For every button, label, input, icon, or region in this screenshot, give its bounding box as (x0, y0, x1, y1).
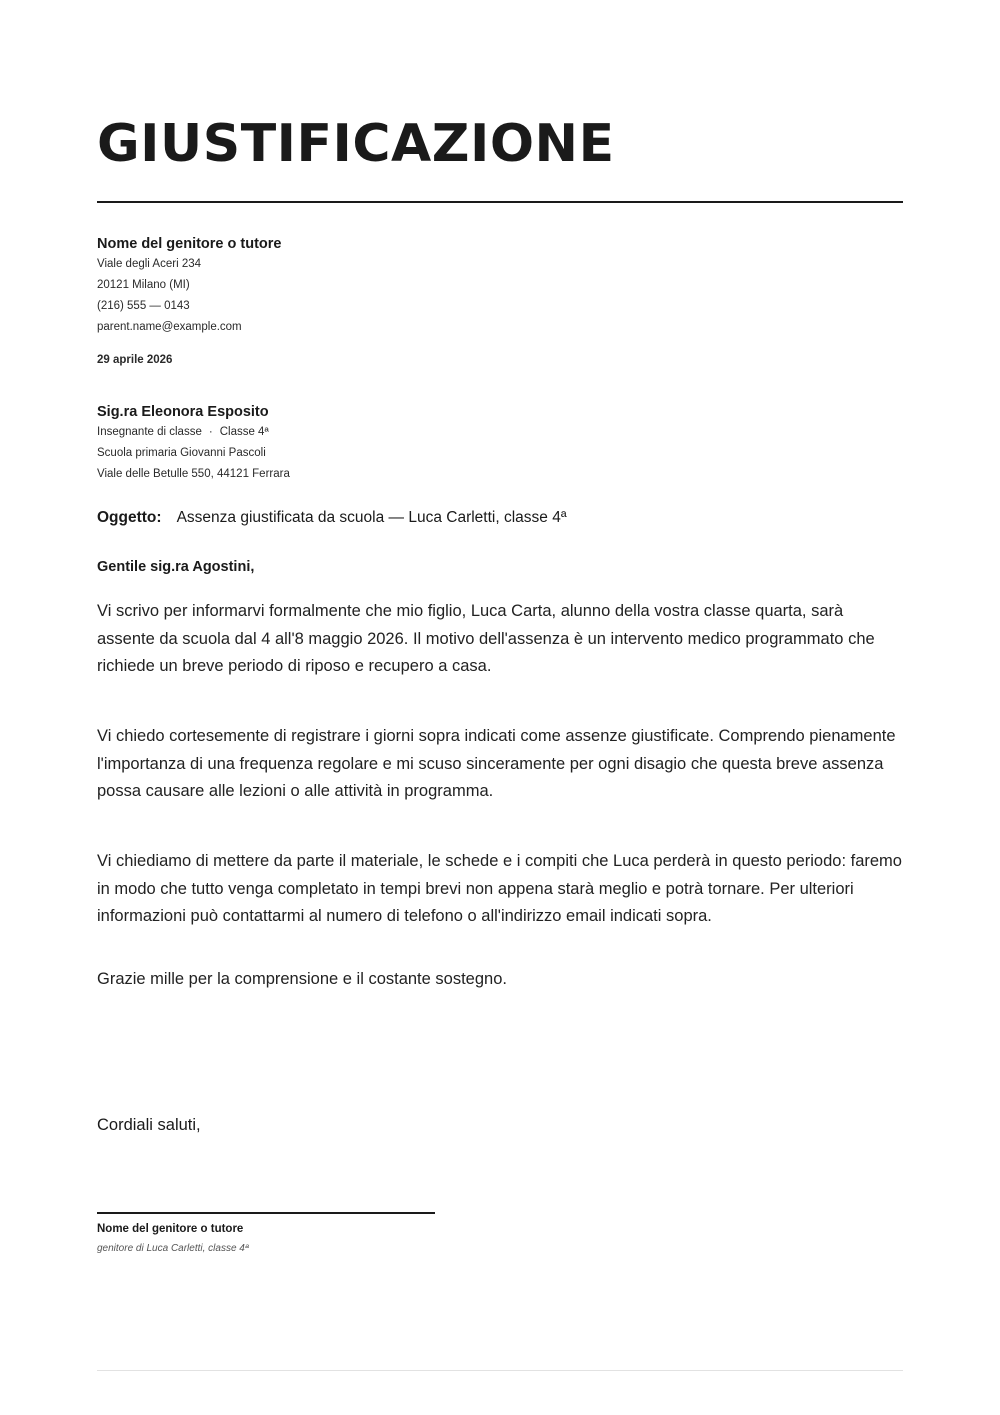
subject-text: Assenza giustificata da scuola — Luca Carletti, classe 4ª (176, 509, 567, 526)
recipient-separator: · (208, 426, 213, 438)
body-paragraph-1: Vi scrivo per informarvi formalmente che mio figlio, Luca Carta, alunno della vostra classe quarta, sarà assente da scuola dal 4 all'8 maggio 2026. Il motivo dell'assenza è un intervento medico programmato che richiede un breve periodo di riposo e recupero a casa. (97, 602, 875, 675)
subject-label: Oggetto: (97, 509, 162, 526)
sender-email: parent.name@example.com (97, 321, 242, 333)
recipient-name: Sig.ra Eleonora Esposito (97, 404, 269, 420)
subject-line (97, 507, 567, 529)
signature-name: Nome del genitore o tutore (97, 1223, 244, 1235)
recipient-block (97, 402, 290, 485)
body-paragraph-3: Vi chiediamo di mettere da parte il materiale, le schede e i compiti che Luca perderà in questo periodo: faremo in modo che tutto venga completato in tempi brevi non appena starà meglio e potrà tornare. Per ulteriori informazioni può contattarmi al numero di telefono o all'indirizzo email indicati sopra. (97, 852, 902, 925)
sender-name: Nome del genitore o tutore (97, 236, 282, 252)
recipient-class: Classe 4ª (219, 426, 269, 438)
letter-date: 29 aprile 2026 (97, 354, 173, 366)
letter-page (97, 0, 903, 1415)
title-divider (97, 201, 903, 203)
sender-block (97, 234, 282, 338)
closing-phrase: Cordiali saluti, (97, 1116, 201, 1134)
document-title: GIUSTIFICAZIONE (97, 114, 615, 174)
footer-divider (97, 1370, 903, 1371)
body-paragraph-4: Grazie mille per la comprensione e il costante sostegno. (97, 970, 507, 988)
salutation: Gentile sig.ra Agostini, (97, 559, 255, 575)
signature-line (97, 1212, 435, 1214)
recipient-address: Viale delle Betulle 550, 44121 Ferrara (97, 468, 290, 480)
recipient-school: Scuola primaria Giovanni Pascoli (97, 447, 266, 459)
recipient-role: Insegnante di classe (97, 426, 202, 438)
recipient-role-line (97, 422, 290, 443)
sender-phone: (216) 555 — 0143 (97, 300, 190, 312)
signature-role: genitore di Luca Carletti, classe 4ª (97, 1243, 249, 1254)
body-paragraph-2: Vi chiedo cortesemente di registrare i giorni sopra indicati come assenze giustificate. Comprendo pienamente l'importanza di una frequenza regolare e mi scuso sinceramente per ogni disagio che questa breve assenza possa causare alle lezioni o alle attività in programma. (97, 727, 896, 800)
sender-address-line1: Viale degli Aceri 234 (97, 258, 201, 270)
sender-address-line2: 20121 Milano (MI) (97, 279, 190, 291)
